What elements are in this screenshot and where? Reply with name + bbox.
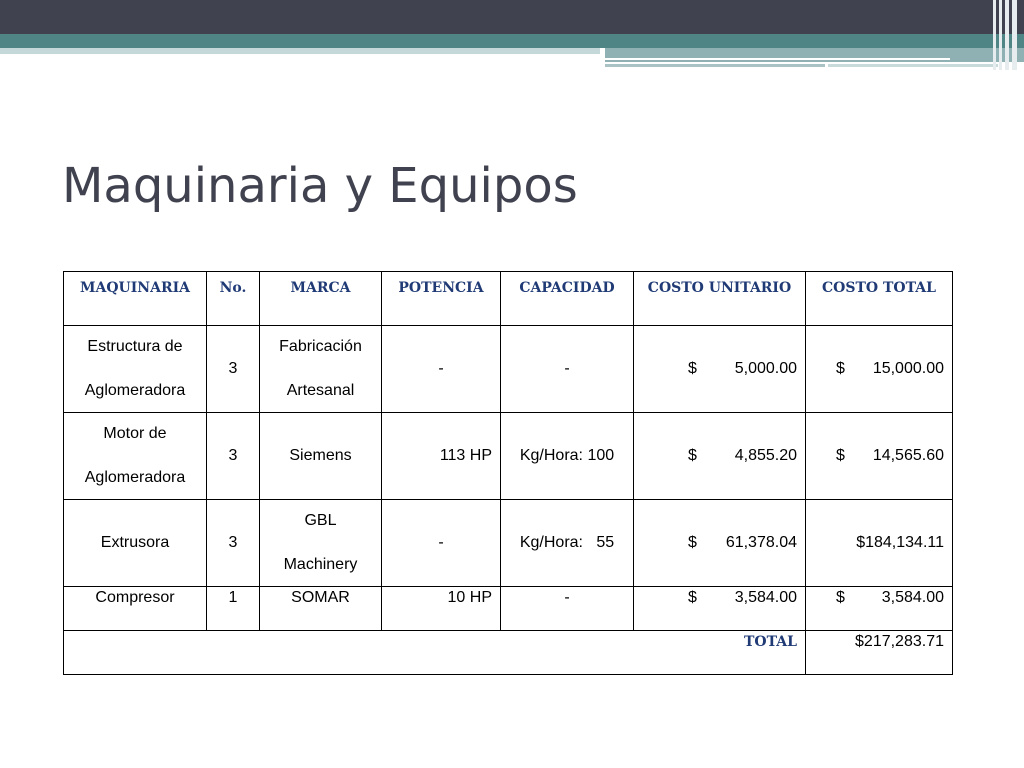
capacidad-cell: Kg/Hora: 100	[501, 413, 634, 500]
machinery-table	[63, 271, 953, 675]
total-cost-cell: $ 3,584.00	[806, 587, 953, 631]
header-band-teal	[0, 34, 1024, 48]
header-rule	[605, 64, 825, 67]
quantity-cell: 1	[207, 587, 260, 631]
header-stripe	[999, 0, 1002, 70]
column-header: CAPACIDAD	[501, 272, 634, 326]
column-header: COSTO TOTAL	[806, 272, 953, 326]
table-row	[64, 500, 953, 587]
header-stripe	[1005, 0, 1009, 70]
total-label: TOTAL	[744, 634, 797, 650]
marca-cell: SOMAR	[260, 587, 382, 631]
marca-cell: GBL Machinery	[260, 500, 382, 587]
unit-cost-cell: $ 61,378.04	[634, 500, 806, 587]
potencia-cell: -	[382, 326, 501, 413]
total-label-cell	[64, 631, 806, 675]
potencia-cell: 113 HP	[382, 413, 501, 500]
total-cost-cell: $184,134.11	[806, 500, 953, 587]
grand-total-cell: $217,283.71	[806, 631, 953, 675]
potencia-cell: 10 HP	[382, 587, 501, 631]
column-header: MARCA	[260, 272, 382, 326]
header-band-dark	[0, 0, 1024, 34]
capacidad-cell: Kg/Hora: 55	[501, 500, 634, 587]
maquinaria-cell: Motor de Aglomeradora	[64, 413, 207, 500]
marca-cell: Siemens	[260, 413, 382, 500]
total-cost-cell: $ 15,000.00	[806, 326, 953, 413]
column-header: MAQUINARIA	[64, 272, 207, 326]
table-row	[64, 413, 953, 500]
quantity-cell: 3	[207, 413, 260, 500]
total-cost-cell: $ 14,565.60	[806, 413, 953, 500]
header-stripe	[993, 0, 996, 70]
column-header: POTENCIA	[382, 272, 501, 326]
column-header: No.	[207, 272, 260, 326]
unit-cost-cell: $ 5,000.00	[634, 326, 806, 413]
header-rule	[828, 64, 998, 67]
header-rule	[605, 58, 950, 60]
potencia-cell: -	[382, 500, 501, 587]
unit-cost-cell: $ 3,584.00	[634, 587, 806, 631]
quantity-cell: 3	[207, 500, 260, 587]
capacidad-cell: -	[501, 326, 634, 413]
header-stripe	[1012, 0, 1017, 70]
table-header-row	[64, 272, 953, 326]
maquinaria-cell: Estructura de Aglomeradora	[64, 326, 207, 413]
header-band-light	[0, 48, 600, 54]
marca-cell: Fabricación Artesanal	[260, 326, 382, 413]
unit-cost-cell: $ 4,855.20	[634, 413, 806, 500]
slide-title: Maquinaria y Equipos	[62, 158, 578, 214]
quantity-cell: 3	[207, 326, 260, 413]
maquinaria-cell: Extrusora	[64, 500, 207, 587]
table-row	[64, 326, 953, 413]
capacidad-cell: -	[501, 587, 634, 631]
maquinaria-cell: Compresor	[64, 587, 207, 631]
column-header: COSTO UNITARIO	[634, 272, 806, 326]
total-row	[64, 631, 953, 675]
table-row	[64, 587, 953, 631]
